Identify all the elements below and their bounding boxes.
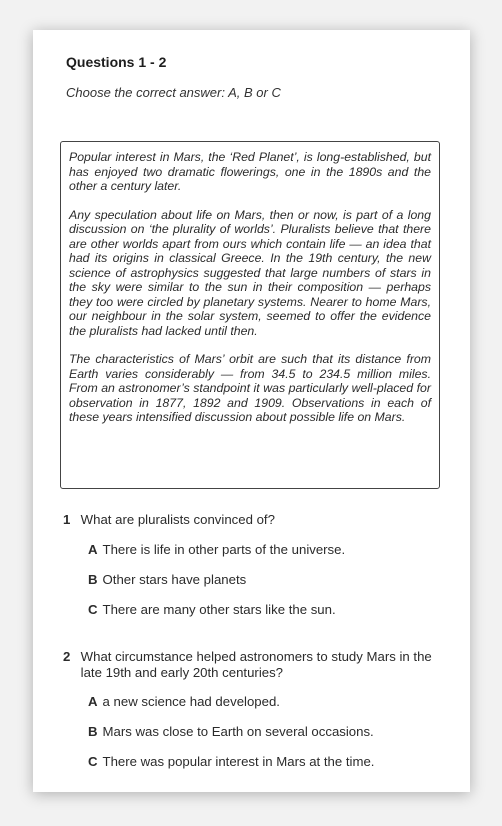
option-letter: A <box>88 694 98 709</box>
option-letter: B <box>88 572 98 587</box>
question-2-option-a[interactable] <box>88 694 448 710</box>
question-1-option-a[interactable] <box>88 542 448 558</box>
question-2 <box>63 649 443 681</box>
question-2-option-c[interactable] <box>88 754 448 770</box>
question-2-option-b[interactable] <box>88 724 448 740</box>
option-letter: C <box>88 602 98 617</box>
passage-paragraph-2: Any speculation about life on Mars, then or now, is part of a long discussion on ‘the plurality of worlds’. Pluralists believe that there are other worlds apart from ours which contain life — an idea that had its origins in classical Greece. In the 19th century, the new science of astrophysics suggested that large numbers of stars in the sky were similar to the sun in their composition — perhaps they too were circled by planetary systems. Nearer to home Mars, our neighbour in the solar system, seemed to offer the evidence the pluralists had lacked until then. <box>69 207 431 338</box>
question-1-option-b[interactable] <box>88 572 448 588</box>
passage-paragraph-1: Popular interest in Mars, the ‘Red Planet’, is long-established, but has enjoyed two dramatic flowerings, one in the 1890s and the other a century later. <box>69 150 431 193</box>
option-text: Other stars have planets <box>102 572 247 587</box>
option-letter: B <box>88 724 98 739</box>
section-heading: Questions 1 - 2 <box>66 54 167 70</box>
question-1-text: What are pluralists convinced of? <box>80 512 275 527</box>
option-text: a new science had developed. <box>102 694 280 709</box>
option-text: Mars was close to Earth on several occasions. <box>102 724 374 739</box>
option-text: There was popular interest in Mars at the time. <box>102 754 375 769</box>
option-text: There are many other stars like the sun. <box>102 602 336 617</box>
question-sheet <box>33 30 470 792</box>
passage-paragraph-3: The characteristics of Mars’ orbit are such that its distance from Earth varies considerably — from 34.5 to 234.5 million miles. From an astronomer’s standpoint it was particularly well-placed for observation in 1877, 1892 and 1909. Observations in each of these years intensified discussion about possible life on Mars. <box>69 352 431 424</box>
question-1 <box>63 512 443 528</box>
option-text: There is life in other parts of the universe. <box>102 542 346 557</box>
question-1-option-c[interactable] <box>88 602 448 618</box>
option-letter: A <box>88 542 98 557</box>
instruction-text: Choose the correct answer: A, B or C <box>66 85 281 100</box>
reading-passage <box>60 141 440 489</box>
question-1-number: 1 <box>63 512 71 527</box>
question-2-text: What circumstance helped astronomers to study Mars in the late 19th and early 20th centuries? <box>80 649 432 680</box>
option-letter: C <box>88 754 98 769</box>
question-2-number: 2 <box>63 649 71 664</box>
